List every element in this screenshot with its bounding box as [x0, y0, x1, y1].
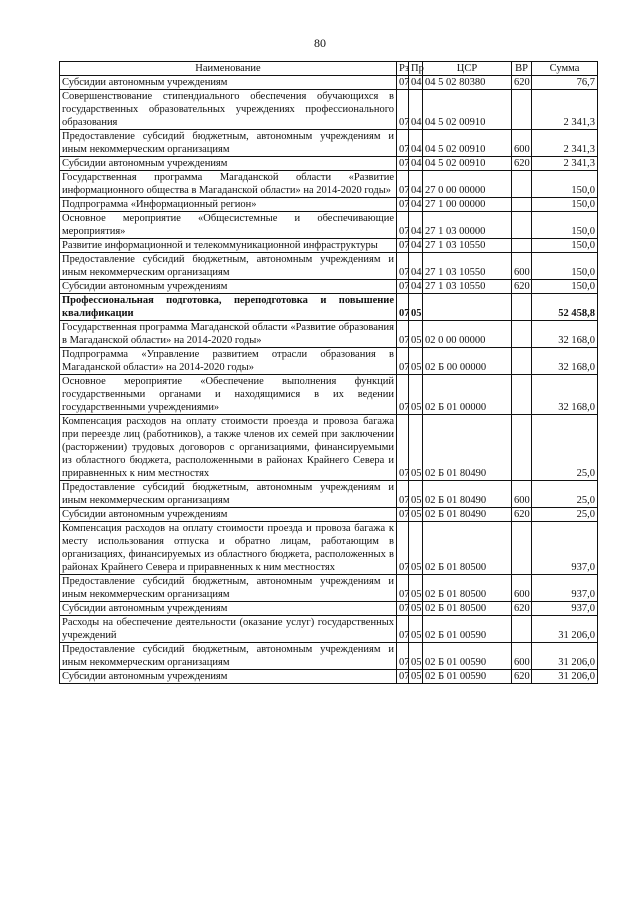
- row-rz: 07: [397, 157, 409, 171]
- row-vr: [512, 415, 532, 481]
- row-csr: 04 5 02 00910: [423, 130, 512, 157]
- row-csr: 04 5 02 00910: [423, 157, 512, 171]
- row-csr: 27 1 03 00000: [423, 212, 512, 239]
- row-vr: [512, 239, 532, 253]
- row-pr: 05: [409, 522, 423, 575]
- row-pr: 04: [409, 171, 423, 198]
- row-csr: 27 0 00 00000: [423, 171, 512, 198]
- row-csr: 02 Б 01 00590: [423, 670, 512, 684]
- row-pr: 04: [409, 76, 423, 90]
- row-pr: 05: [409, 415, 423, 481]
- table-row: [60, 280, 598, 294]
- row-sum: 150,0: [532, 280, 598, 294]
- row-vr: [512, 198, 532, 212]
- table-row: [60, 253, 598, 280]
- row-pr: 04: [409, 253, 423, 280]
- row-name: Подпрограмма «Информационный регион»: [60, 198, 397, 212]
- row-pr: 05: [409, 643, 423, 670]
- row-pr: 04: [409, 90, 423, 130]
- table-row: [60, 602, 598, 616]
- row-vr: 600: [512, 130, 532, 157]
- row-pr: 04: [409, 239, 423, 253]
- row-sum: 25,0: [532, 481, 598, 508]
- row-csr: 02 Б 00 00000: [423, 348, 512, 375]
- row-rz: 07: [397, 212, 409, 239]
- row-sum: 25,0: [532, 415, 598, 481]
- row-name: Подпрограмма «Управление развитием отрасли образования в Магаданской области» на 2014-2020 годы»: [60, 348, 397, 375]
- row-rz: 07: [397, 239, 409, 253]
- row-name: Предоставление субсидий бюджетным, автономным учреждениям и иным некоммерческим организациям: [60, 575, 397, 602]
- header-pr: Пр: [409, 62, 423, 76]
- table-row: [60, 294, 598, 321]
- row-name: Субсидии автономным учреждениям: [60, 670, 397, 684]
- row-pr: 05: [409, 508, 423, 522]
- row-sum: 937,0: [532, 575, 598, 602]
- row-name: Развитие информационной и телекоммуникационной инфраструктуры: [60, 239, 397, 253]
- row-name: Субсидии автономным учреждениям: [60, 508, 397, 522]
- row-rz: 07: [397, 76, 409, 90]
- row-rz: 07: [397, 670, 409, 684]
- row-name: Субсидии автономным учреждениям: [60, 76, 397, 90]
- row-rz: 07: [397, 171, 409, 198]
- row-name: Субсидии автономным учреждениям: [60, 157, 397, 171]
- row-rz: 07: [397, 253, 409, 280]
- row-csr: 02 Б 01 80500: [423, 602, 512, 616]
- row-rz: 07: [397, 508, 409, 522]
- row-pr: 05: [409, 294, 423, 321]
- row-csr: 04 5 02 00910: [423, 90, 512, 130]
- row-rz: 07: [397, 616, 409, 643]
- row-vr: 620: [512, 76, 532, 90]
- row-name: Субсидии автономным учреждениям: [60, 280, 397, 294]
- row-csr: 02 Б 01 00000: [423, 375, 512, 415]
- row-pr: 04: [409, 212, 423, 239]
- row-sum: 937,0: [532, 602, 598, 616]
- row-vr: 620: [512, 157, 532, 171]
- table-row: [60, 670, 598, 684]
- table-row: [60, 321, 598, 348]
- header-name: Наименование: [60, 62, 397, 76]
- row-vr: [512, 321, 532, 348]
- row-name: Предоставление субсидий бюджетным, автономным учреждениям и иным некоммерческим организациям: [60, 130, 397, 157]
- row-rz: 07: [397, 198, 409, 212]
- row-vr: 600: [512, 253, 532, 280]
- row-csr: 02 Б 01 80490: [423, 415, 512, 481]
- row-csr: 02 Б 01 80490: [423, 481, 512, 508]
- row-rz: 07: [397, 481, 409, 508]
- row-sum: 25,0: [532, 508, 598, 522]
- table-row: [60, 415, 598, 481]
- row-vr: [512, 375, 532, 415]
- row-pr: 05: [409, 670, 423, 684]
- row-name: Субсидии автономным учреждениям: [60, 602, 397, 616]
- row-name: Совершенствование стипендиального обеспечения обучающихся в государственных образовательных учреждениях профессионального образования: [60, 90, 397, 130]
- row-sum: 2 341,3: [532, 157, 598, 171]
- table-row: [60, 157, 598, 171]
- row-rz: 07: [397, 130, 409, 157]
- row-rz: 07: [397, 602, 409, 616]
- row-name: Основное мероприятие «Общесистемные и обеспечивающие мероприятия»: [60, 212, 397, 239]
- row-rz: 07: [397, 522, 409, 575]
- row-csr: 02 Б 01 00590: [423, 643, 512, 670]
- row-vr: 600: [512, 575, 532, 602]
- row-sum: 32 168,0: [532, 348, 598, 375]
- row-vr: [512, 616, 532, 643]
- row-csr: 27 1 03 10550: [423, 239, 512, 253]
- header-sum: Сумма: [532, 62, 598, 76]
- table-row: [60, 239, 598, 253]
- row-name: Расходы на обеспечение деятельности (оказание услуг) государственных учреждений: [60, 616, 397, 643]
- row-vr: 620: [512, 508, 532, 522]
- row-rz: 07: [397, 294, 409, 321]
- row-csr: 27 1 03 10550: [423, 253, 512, 280]
- row-sum: 31 206,0: [532, 670, 598, 684]
- table-row: [60, 375, 598, 415]
- table-row: [60, 90, 598, 130]
- row-csr: 02 0 00 00000: [423, 321, 512, 348]
- row-vr: [512, 212, 532, 239]
- table-body: [60, 76, 598, 684]
- row-rz: 07: [397, 643, 409, 670]
- row-name: Компенсация расходов на оплату стоимости проезда и провоза багажа при переезде лиц (работников), а также членов их семей при заключении (расторжении) трудовых договоров с организациями, финансируемыми из областного бюджета, расположенными в районах Крайнего Севера и приравненных к ним местностях: [60, 415, 397, 481]
- row-rz: 07: [397, 375, 409, 415]
- row-vr: 620: [512, 670, 532, 684]
- row-sum: 150,0: [532, 212, 598, 239]
- row-sum: 52 458,8: [532, 294, 598, 321]
- row-csr: 27 1 03 10550: [423, 280, 512, 294]
- row-sum: 2 341,3: [532, 90, 598, 130]
- row-pr: 04: [409, 198, 423, 212]
- table-header-row: [60, 62, 598, 76]
- row-sum: 2 341,3: [532, 130, 598, 157]
- header-csr: ЦСР: [423, 62, 512, 76]
- page-number: 80: [314, 36, 326, 50]
- row-sum: 76,7: [532, 76, 598, 90]
- row-rz: 07: [397, 90, 409, 130]
- row-name: Предоставление субсидий бюджетным, автономным учреждениям и иным некоммерческим организациям: [60, 253, 397, 280]
- row-pr: 05: [409, 575, 423, 602]
- row-sum: 31 206,0: [532, 643, 598, 670]
- header-rz: Рз: [397, 62, 409, 76]
- row-rz: 07: [397, 280, 409, 294]
- row-pr: 05: [409, 616, 423, 643]
- row-sum: 150,0: [532, 171, 598, 198]
- row-rz: 07: [397, 415, 409, 481]
- row-csr: 02 Б 01 80490: [423, 508, 512, 522]
- row-pr: 05: [409, 348, 423, 375]
- row-csr: [423, 294, 512, 321]
- row-vr: [512, 294, 532, 321]
- row-sum: 150,0: [532, 198, 598, 212]
- row-name: Основное мероприятие «Обеспечение выполнения функций государственными органами и находящимися в их ведении государственными учреждениями»: [60, 375, 397, 415]
- table-row: [60, 575, 598, 602]
- row-pr: 04: [409, 157, 423, 171]
- row-rz: 07: [397, 321, 409, 348]
- row-vr: 600: [512, 481, 532, 508]
- row-sum: 31 206,0: [532, 616, 598, 643]
- row-sum: 150,0: [532, 239, 598, 253]
- row-vr: [512, 348, 532, 375]
- table-row: [60, 481, 598, 508]
- row-vr: [512, 171, 532, 198]
- table-row: [60, 508, 598, 522]
- table-row: [60, 212, 598, 239]
- row-csr: 02 Б 01 00590: [423, 616, 512, 643]
- row-pr: 05: [409, 321, 423, 348]
- row-pr: 05: [409, 481, 423, 508]
- row-name: Компенсация расходов на оплату стоимости проезда и провоза багажа к месту использования отпуска и обратно лицам, работающим в организациях, финансируемых из областного бюджета, расположенных в районах Крайнего Севера и приравненных к ним местностях: [60, 522, 397, 575]
- row-csr: 02 Б 01 80500: [423, 522, 512, 575]
- row-name: Профессиональная подготовка, переподготовка и повышение квалификации: [60, 294, 397, 321]
- table-row: [60, 76, 598, 90]
- row-sum: 32 168,0: [532, 375, 598, 415]
- row-pr: 05: [409, 375, 423, 415]
- table-row: [60, 198, 598, 212]
- table-row: [60, 171, 598, 198]
- table-row: [60, 130, 598, 157]
- row-csr: 04 5 02 80380: [423, 76, 512, 90]
- table-row: [60, 522, 598, 575]
- row-name: Государственная программа Магаданской области «Развитие образования в Магаданской области» на 2014-2020 годы»: [60, 321, 397, 348]
- row-vr: [512, 90, 532, 130]
- row-rz: 07: [397, 348, 409, 375]
- row-pr: 05: [409, 602, 423, 616]
- header-vr: ВР: [512, 62, 532, 76]
- row-name: Предоставление субсидий бюджетным, автономным учреждениям и иным некоммерческим организациям: [60, 643, 397, 670]
- row-vr: [512, 522, 532, 575]
- row-sum: 150,0: [532, 253, 598, 280]
- row-csr: 02 Б 01 80500: [423, 575, 512, 602]
- row-vr: 600: [512, 643, 532, 670]
- row-sum: 32 168,0: [532, 321, 598, 348]
- table-row: [60, 616, 598, 643]
- row-pr: 04: [409, 130, 423, 157]
- row-csr: 27 1 00 00000: [423, 198, 512, 212]
- row-name: Государственная программа Магаданской области «Развитие информационного общества в Магаданской области» на 2014-2020 годы»: [60, 171, 397, 198]
- row-pr: 04: [409, 280, 423, 294]
- budget-table: [59, 61, 598, 684]
- table-row: [60, 348, 598, 375]
- row-name: Предоставление субсидий бюджетным, автономным учреждениям и иным некоммерческим организациям: [60, 481, 397, 508]
- row-rz: 07: [397, 575, 409, 602]
- row-sum: 937,0: [532, 522, 598, 575]
- row-vr: 620: [512, 602, 532, 616]
- table-row: [60, 643, 598, 670]
- row-vr: 620: [512, 280, 532, 294]
